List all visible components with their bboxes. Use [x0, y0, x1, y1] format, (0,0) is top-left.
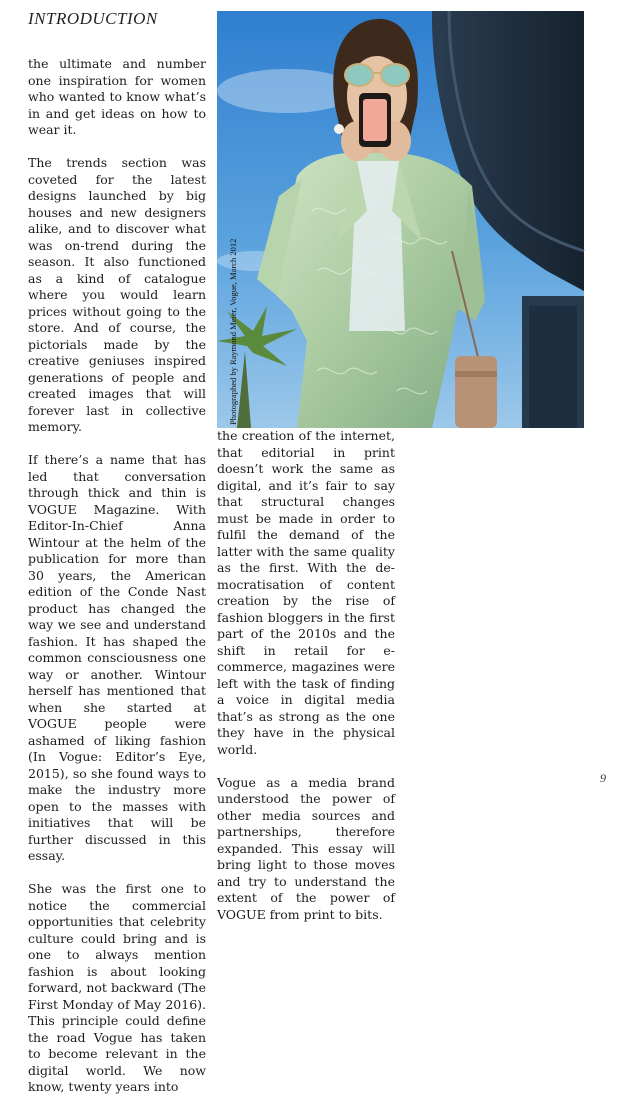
right-text-column [217, 428, 395, 923]
page-heading: INTRODUCTION [28, 9, 158, 28]
paragraph: the creation of the internet, that editorial in print doesn’t work the same as digital, and it’s fair to say that structural changes must be made in order to fulfil the demand of the latter with the same quality as the first. With the democratisation of content creation by the rise of fashion bloggers in the first part of the 2010s and the shift in retail for e-commerce, magazines were left with the task of finding a voice in digital media that’s as strong as the one they have in the physical world. [217, 428, 395, 757]
paragraph: She was the first one to notice the commercial opportunities that celebrity culture could bring and is one to always mention fashion is about looking forward, not backward (The First Monday of May 2016). This principle could define the road Vogue has taken to become relevant in the digital world. We now know, twenty years into [28, 881, 206, 1094]
paragraph: The trends section was coveted for the latest designs launched by big houses and new designers alike, and to discover what was on-trend during the season. It also functioned as a kind of catalogue where you would learn prices without going to the store. And of course, the pictorials made by the creative geniuses inspired generations of people and created images that will forever last in collective memory. [28, 155, 206, 434]
photo-credit-text: Photographed by Raymond Meier, Vogue, March 2012 [228, 238, 238, 425]
paragraph: If there’s a name that has led that conversation through thick and thin is VOGUE Magazine. With Editor-In-Chief Anna Wintour at the helm of the publication for more than 30 years, the American edition of the Conde Nast product has changed the way we see and understand fashion. It has shaped the common consciousness one way or another. Wintour herself has mentioned that when she started at VOGUE people were ashamed of liking fashion (In Vogue: Editor’s Eye, 2015), so she found ways to make the industry more open to the masses with initiatives that will be further discussed in this essay. [28, 452, 206, 863]
fashion-photo [217, 11, 584, 428]
photo-credit [217, 11, 238, 428]
paragraph: Vogue as a media brand understood the power of other media sources and partnerships, therefore expanded. This essay will bring light to those moves and try to understand the extent of the power of VOGUE from print to bits. [217, 774, 395, 922]
paragraph: the ultimate and number one inspiration for women who wanted to know what’s in and get ideas on how to wear it. [28, 56, 206, 137]
left-text-column [28, 56, 206, 1096]
page-number: 9 [600, 771, 606, 785]
